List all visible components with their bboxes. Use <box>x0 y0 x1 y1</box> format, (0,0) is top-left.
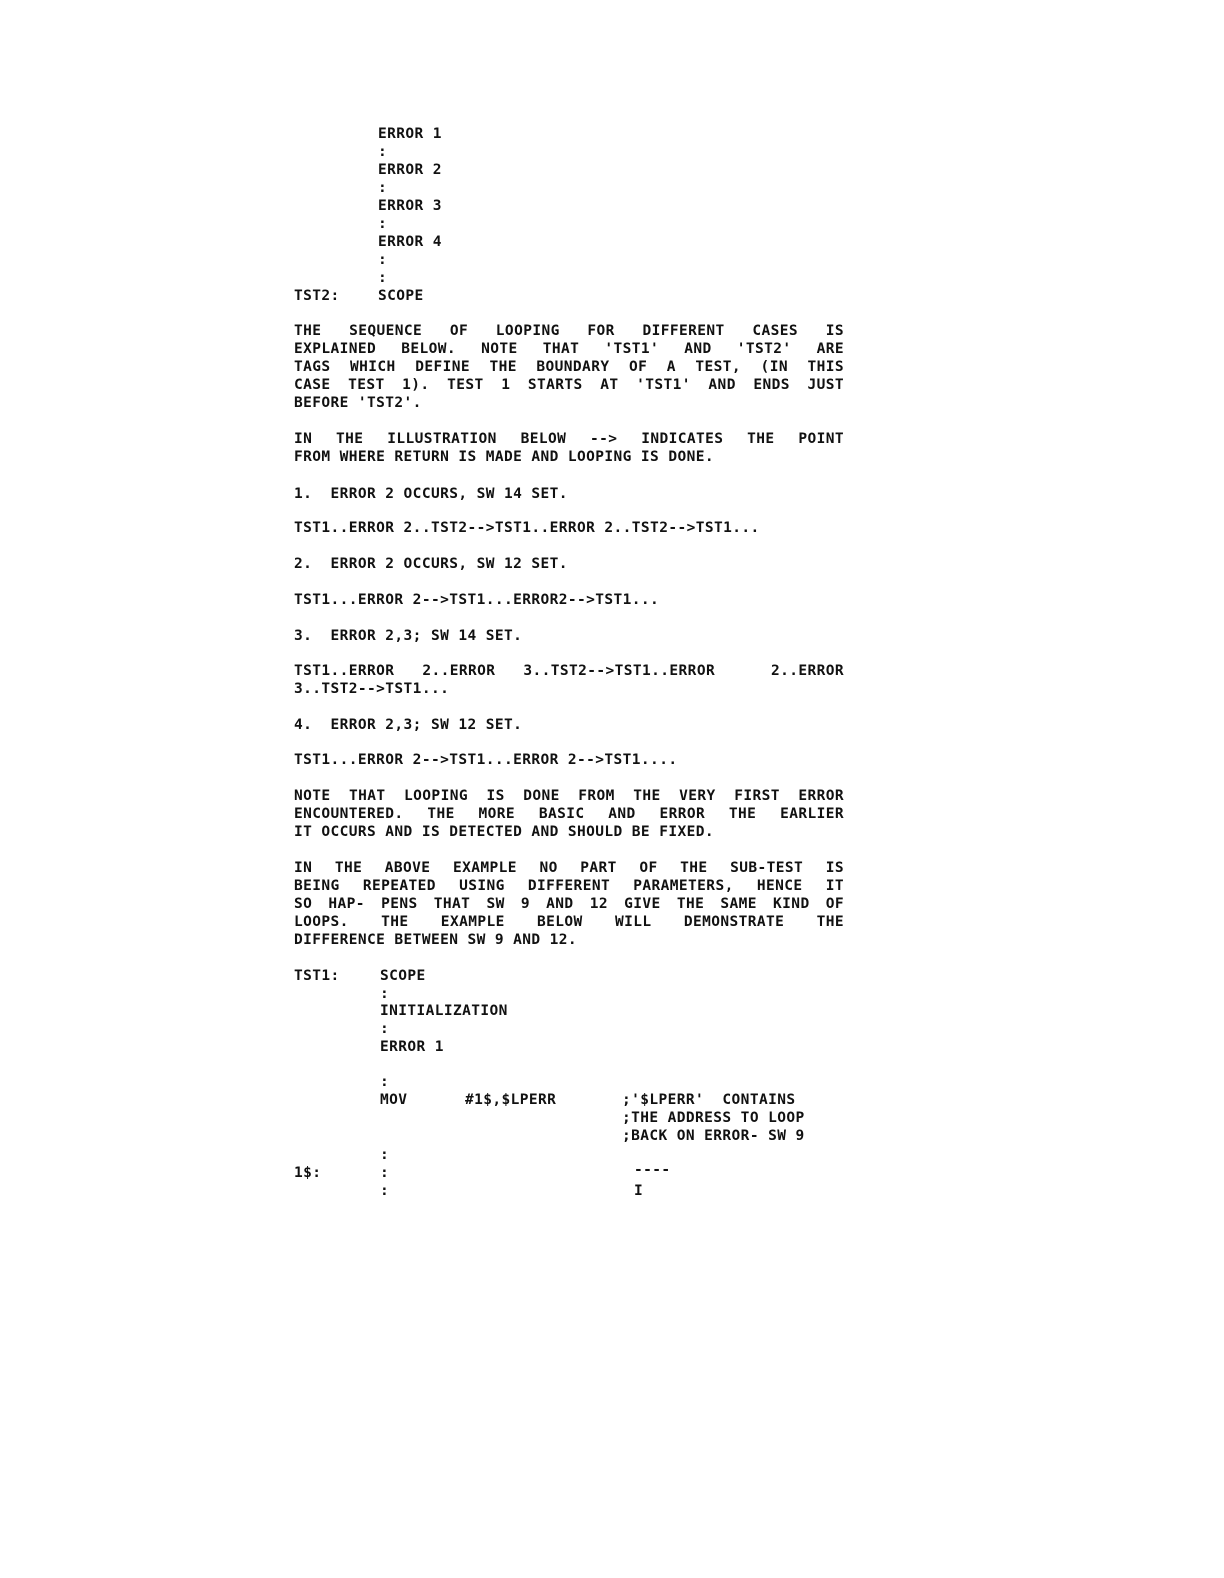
paragraph-line: EXPLAINED BELOW. NOTE THAT 'TST1' AND 'TST2' ARE <box>294 341 844 357</box>
note-paragraph <box>294 787 844 841</box>
sequence-line: TST1..ERROR 2..ERROR 3..TST2-->TST1..ERROR 2..ERROR <box>294 663 844 679</box>
case-heading-2: 2. ERROR 2 OCCURS, SW 12 SET. <box>294 556 568 572</box>
listing-continuation-mark: : <box>378 144 388 160</box>
paragraph-line: SO HAP- PENS THAT SW 9 AND 12 GIVE THE SAME KIND OF <box>294 896 844 912</box>
paragraph-line: IN THE ILLUSTRATION BELOW --> INDICATES THE POINT <box>294 431 844 447</box>
intro-paragraph <box>294 322 844 412</box>
listing-line-error-2: ERROR 2 <box>378 162 442 178</box>
listing-line-error-4: ERROR 4 <box>378 234 442 250</box>
listing-flow-dashes: ---- <box>634 1162 671 1178</box>
listing-continuation-mark: : <box>378 180 388 196</box>
listing-flow-bar: I <box>634 1183 644 1199</box>
listing-line-error-3: ERROR 3 <box>378 198 442 214</box>
listing-operands: #1$,$LPERR <box>465 1092 557 1108</box>
paragraph-line: THE SEQUENCE OF LOOPING FOR DIFFERENT CASES IS <box>294 323 844 339</box>
listing-continuation-mark: : <box>380 1074 390 1090</box>
listing-continuation-mark: : <box>380 1021 390 1037</box>
case-sequence-3 <box>294 662 844 698</box>
paragraph-line: TAGS WHICH DEFINE THE BOUNDARY OF A TEST, (IN THIS <box>294 359 844 375</box>
listing-comment: ;BACK ON ERROR- SW 9 <box>622 1128 805 1144</box>
listing-continuation-mark: : <box>378 252 388 268</box>
listing-comment: ;THE ADDRESS TO LOOP <box>622 1110 805 1126</box>
sequence-line: 3..TST2-->TST1... <box>294 681 450 697</box>
listing-continuation-mark: : <box>380 986 390 1002</box>
paragraph-line: BEFORE 'TST2'. <box>294 395 422 411</box>
paragraph-line: FROM WHERE RETURN IS MADE AND LOOPING IS DONE. <box>294 449 714 465</box>
paragraph-line: CASE TEST 1). TEST 1 STARTS AT 'TST1' AND ENDS JUST <box>294 377 844 393</box>
case-heading-4: 4. ERROR 2,3; SW 12 SET. <box>294 717 523 733</box>
case-sequence-1: TST1..ERROR 2..TST2-->TST1..ERROR 2..TST2-->TST1... <box>294 520 760 536</box>
listing-label-tst2: TST2: <box>294 288 340 304</box>
listing-instruction-scope: SCOPE <box>380 968 426 984</box>
listing-continuation-mark: : <box>380 1147 390 1163</box>
paragraph-line: DIFFERENCE BETWEEN SW 9 AND 12. <box>294 932 578 948</box>
listing-label-1s: 1$: <box>294 1165 322 1181</box>
listing-continuation-mark: : <box>378 216 388 232</box>
case-heading-3: 3. ERROR 2,3; SW 14 SET. <box>294 628 523 644</box>
case-sequence-4: TST1...ERROR 2-->TST1...ERROR 2-->TST1.... <box>294 752 678 768</box>
illustration-paragraph <box>294 430 844 466</box>
listing-continuation-mark: : <box>378 270 388 286</box>
case-sequence-2: TST1...ERROR 2-->TST1...ERROR2-->TST1... <box>294 592 660 608</box>
listing-line-error-1: ERROR 1 <box>380 1039 444 1055</box>
case-heading-1: 1. ERROR 2 OCCURS, SW 14 SET. <box>294 486 568 502</box>
paragraph-line: IN THE ABOVE EXAMPLE NO PART OF THE SUB-TEST IS <box>294 860 844 876</box>
paragraph-line: BEING REPEATED USING DIFFERENT PARAMETERS, HENCE IT <box>294 878 844 894</box>
listing-continuation-mark: : <box>380 1183 390 1199</box>
listing-line-initialization: INITIALIZATION <box>380 1003 508 1019</box>
paragraph-line: NOTE THAT LOOPING IS DONE FROM THE VERY FIRST ERROR <box>294 788 844 804</box>
paragraph-line: LOOPS. THE EXAMPLE BELOW WILL DEMONSTRATE THE <box>294 914 844 930</box>
listing-comment: ;'$LPERR' CONTAINS <box>622 1092 796 1108</box>
listing-instruction-scope: SCOPE <box>378 288 424 304</box>
listing-instruction-mov: MOV <box>380 1092 408 1108</box>
example-paragraph <box>294 859 844 949</box>
listing-continuation-mark: : <box>380 1165 390 1181</box>
listing-line-error-1: ERROR 1 <box>378 126 442 142</box>
paragraph-line: IT OCCURS AND IS DETECTED AND SHOULD BE FIXED. <box>294 824 714 840</box>
paragraph-line: ENCOUNTERED. THE MORE BASIC AND ERROR THE EARLIER <box>294 806 844 822</box>
listing-label-tst1: TST1: <box>294 968 340 984</box>
